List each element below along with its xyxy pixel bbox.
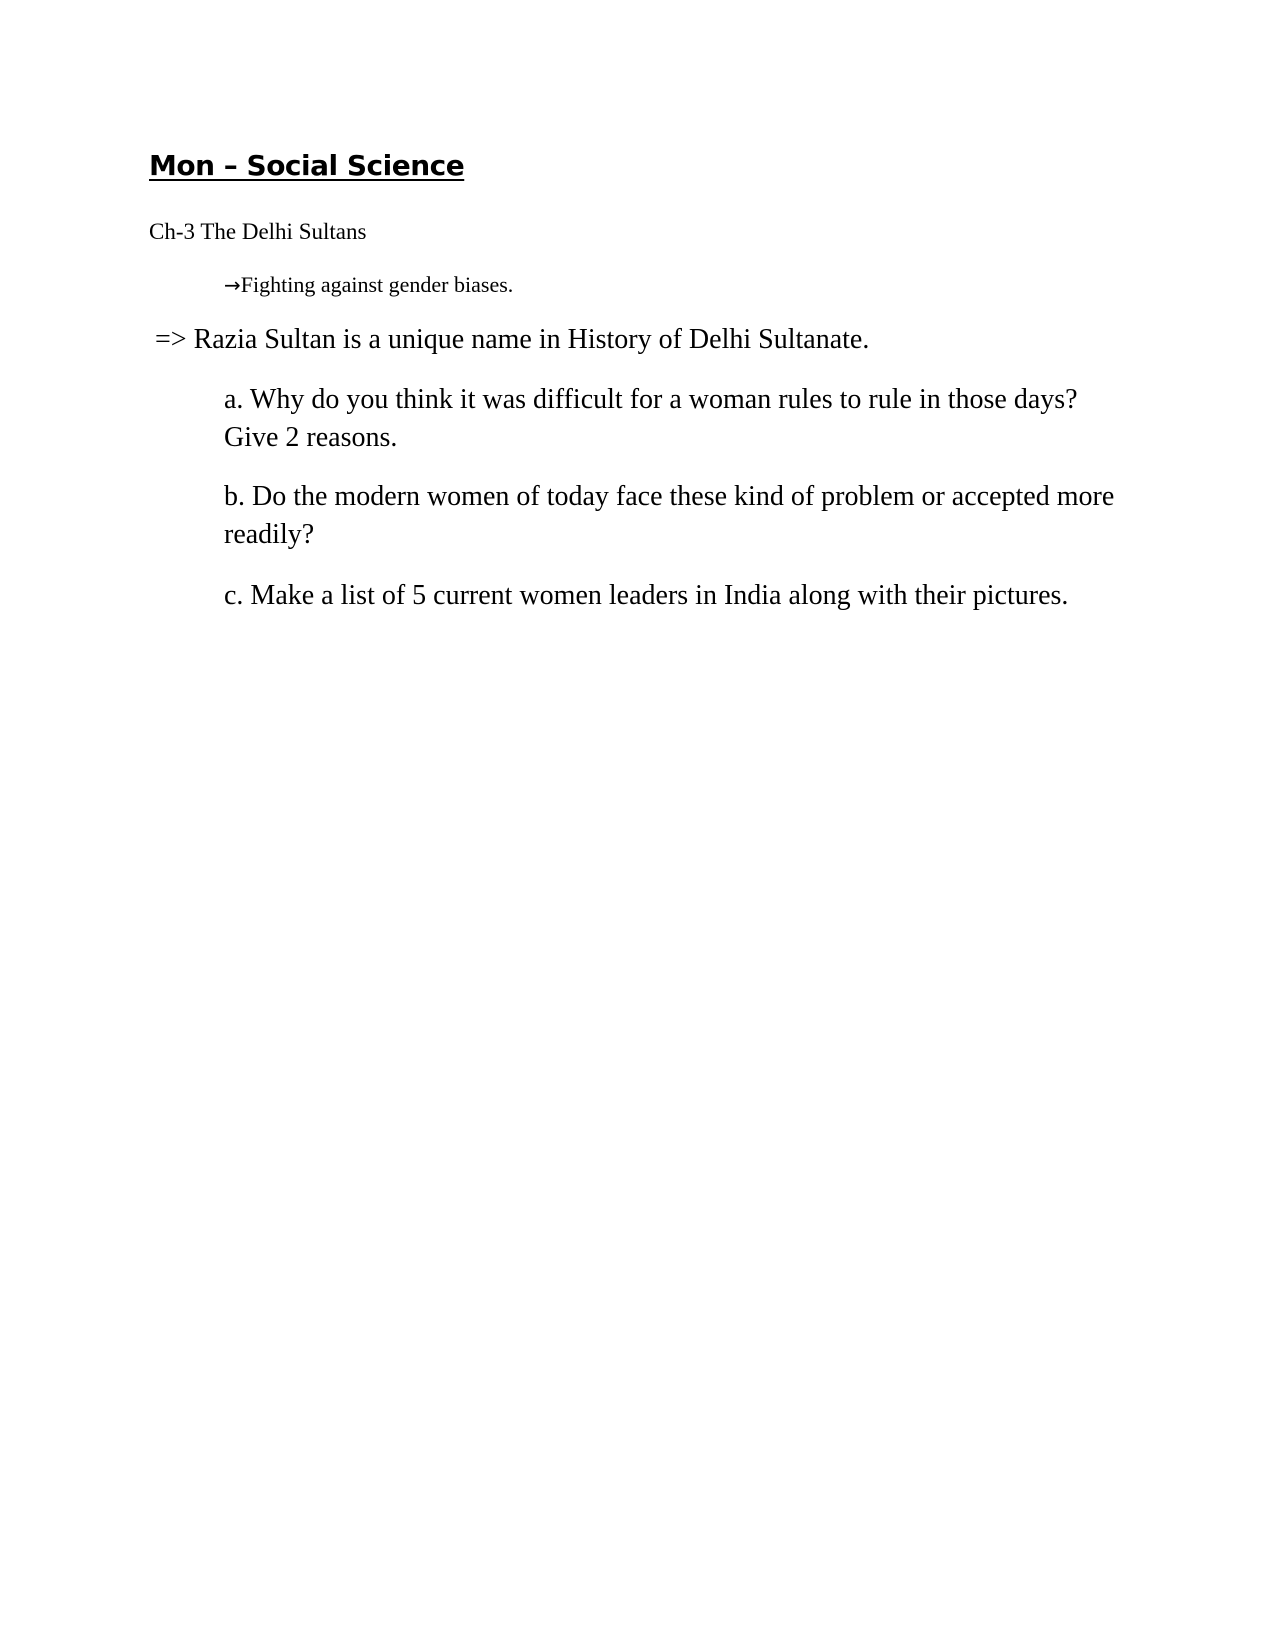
question-c: c. Make a list of 5 current women leaders in India along with their pictures. [224,580,1069,611]
question-a: a. Why do you think it was difficult for a woman rules to rule in those days? Give 2 reasons. [224,384,1078,453]
question-b: b. Do the modern women of today face these kind of problem or accepted more readily? [224,481,1115,550]
page-title: Mon – Social Science [149,149,465,182]
chapter-heading: Ch-3 The Delhi Sultans [149,219,367,244]
right-arrow-icon: → [224,273,241,297]
intro-statement: => Razia Sultan is a unique name in History of Delhi Sultanate. [155,324,870,355]
topic-line [224,271,513,299]
topic-text: Fighting against gender biases. [240,272,514,297]
